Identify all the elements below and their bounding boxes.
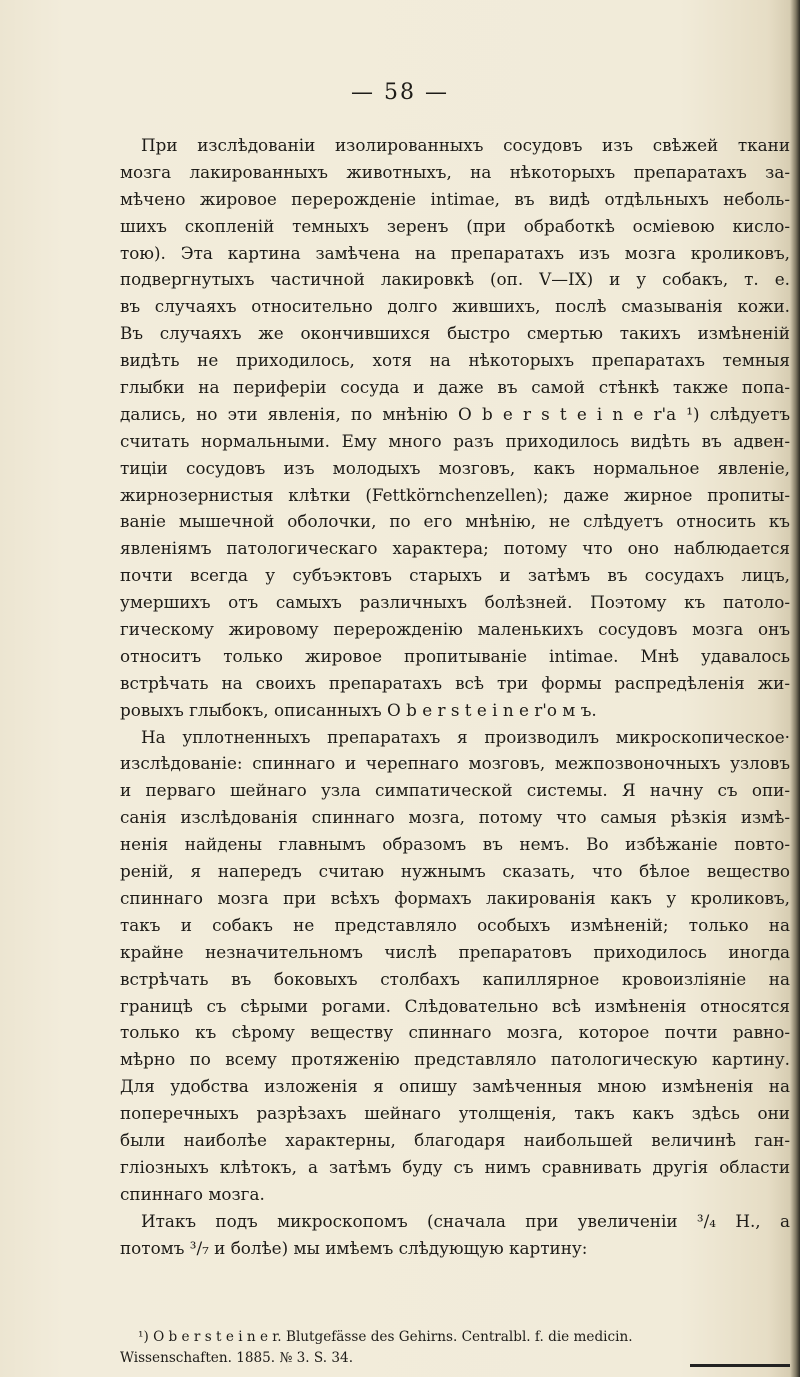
text-line: потомъ ³/₇ и болѣе) мы имѣемъ слѣдующую картину: <box>120 1237 588 1258</box>
text-line: были наиболѣе характерны, благодаря наибольшей величинѣ ган- <box>120 1129 790 1150</box>
text-line: Итакъ подъ микроскопомъ (сначала при увеличеніи ³/₄ Н., а <box>141 1210 790 1231</box>
text-line: только къ сѣрому веществу спиннаго мозга, которое почти равно- <box>120 1022 790 1043</box>
text-line: тиціи сосудовъ изъ молодыхъ мозговъ, какъ нормальное явленіе, <box>120 457 790 478</box>
text-line: гическому жировому перерожденію маленькихъ сосудовъ мозга онъ <box>120 619 790 640</box>
text-line: мѣрно по всему протяженію представляло патологическую картину. <box>120 1049 790 1070</box>
text-line: ненія найдены главнымъ образомъ въ немъ. Во избѣжаніе повто- <box>120 834 790 855</box>
text-line: При изслѣдованіи изолированныхъ сосудовъ изъ свѣжей ткани <box>141 135 790 155</box>
text-line: считать нормальными. Ему много разъ приходилось видѣть въ адвен- <box>120 430 790 451</box>
text-line: поперечныхъ разрѣзахъ шейнаго утолщенія, такъ какъ здѣсь они <box>120 1103 790 1124</box>
footnote <box>120 1327 780 1369</box>
text-line: Для удобства изложенія я опишу замѣченныя мною измѣненія на <box>120 1076 790 1097</box>
scan-edge-mark <box>690 1364 790 1367</box>
text-line: дались, но эти явленія, по мнѣнію O b e r s t e i n e r'a ¹) слѣдуетъ <box>120 403 790 424</box>
body-text <box>120 132 790 1261</box>
text-line: видѣть не приходилось, хотя на нѣкоторыхъ препаратахъ темныя <box>120 350 790 371</box>
text-line: глыбки на периферіи сосуда и даже въ самой стѣнкѣ также попа- <box>120 377 790 398</box>
text-line: крайне незначительномъ числѣ препаратовъ приходилось иногда <box>120 941 790 962</box>
text-line: относитъ только жировое пропитываніе intimae. Мнѣ удавалось <box>120 645 790 666</box>
text-line: тою). Эта картина замѣчена на препаратахъ изъ мозга кроликовъ, <box>120 242 790 263</box>
text-line: изслѣдованіе: спиннаго и черепнаго мозговъ, межпозвоночныхъ узловъ <box>120 753 790 774</box>
text-line: встрѣчать въ боковыхъ столбахъ капиллярное кровоизліяніе на <box>120 968 790 989</box>
text-line: Въ случаяхъ же окончившихся быстро смертью такихъ измѣненій <box>120 323 790 344</box>
text-line: жирнозернистыя клѣтки (Fettkörnchenzellen); даже жирное пропиты- <box>120 484 790 505</box>
text-line: и перваго шейнаго узла симпатической системы. Я начну съ опи- <box>120 780 790 801</box>
text-line: На уплотненныхъ препаратахъ я производилъ микроскопическое· <box>141 726 790 747</box>
text-line: границѣ съ сѣрыми рогами. Слѣдовательно всѣ измѣненія относятся <box>120 995 790 1016</box>
text-line: явленіямъ патологическаго характера; потому что оно наблюдается <box>120 538 790 559</box>
text-line: гліозныхъ клѣтокъ, а затѣмъ буду съ нимъ сравнивать другія области <box>120 1156 790 1177</box>
text-line: умершихъ отъ самыхъ различныхъ болѣзней. Поэтому къ патоло- <box>120 592 790 613</box>
text-line: ровыхъ глыбокъ, описанныхъ O b e r s t e i n e r'о м ъ. <box>120 699 597 720</box>
text-line: почти всегда у субъэктовъ старыхъ и затѣмъ въ сосудахъ лицъ, <box>120 565 790 586</box>
text-line: такъ и собакъ не представляло особыхъ измѣненій; только на <box>120 914 790 935</box>
text-line: мѣчено жировое перерожденіе intimae, въ видѣ отдѣльныхъ неболь- <box>120 188 790 209</box>
page-number: — 58 — <box>351 80 449 105</box>
text-line: санія изслѣдованія спиннаго мозга, потому что самыя рѣзкія измѣ- <box>120 807 790 828</box>
text-line: спиннаго мозга. <box>120 1183 265 1204</box>
footnote-line: Wissenschaften. 1885. № 3. S. 34. <box>120 1350 354 1366</box>
text-line: спиннаго мозга при всѣхъ формахъ лакированія какъ у кроликовъ, <box>120 887 790 908</box>
text-line: мозга лакированныхъ животныхъ, на нѣкоторыхъ препаратахъ за- <box>120 161 790 182</box>
text-line: подвергнутыхъ частичной лакировкѣ (оп. V—IX) и у собакъ, т. е. <box>120 269 790 290</box>
page-edge-shadow <box>790 0 800 1377</box>
text-line: шихъ скопленій темныхъ зеренъ (при обработкѣ осміевою кисло- <box>120 215 790 236</box>
text-line: въ случаяхъ относительно долго жившихъ, послѣ смазыванія кожи. <box>120 296 790 317</box>
footnote-line: ¹) O b e r s t e i n e r. Blutgefässe des Gehirns. Centralbl. f. die medicin. <box>138 1329 633 1345</box>
text-line: реній, я напередъ считаю нужнымъ сказать, что бѣлое вещество <box>120 861 790 882</box>
text-line: ваніе мышечной оболочки, по его мнѣнію, не слѣдуетъ относить къ <box>120 511 790 532</box>
text-line: встрѣчать на своихъ препаратахъ всѣ три формы распредѣленія жи- <box>120 672 790 693</box>
